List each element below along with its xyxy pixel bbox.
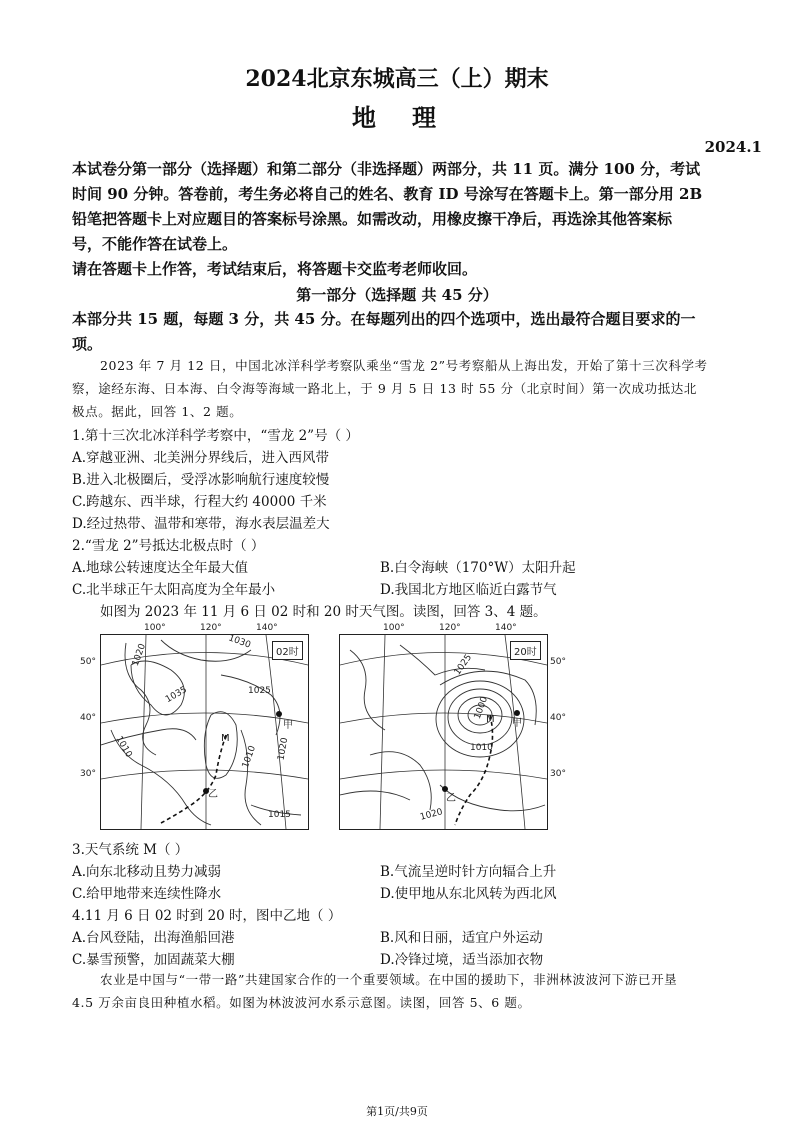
option-a: A.穿越亚洲、北美洲分界线后，进入西风带 [72, 450, 330, 466]
isobar-label: 1020 [419, 807, 444, 823]
map-time-badge: 20时 [510, 641, 541, 660]
option-d: D.我国北方地区临近白露节气 [380, 582, 557, 598]
option-c: C.跨越东、西半球，行程大约 40000 千米 [72, 494, 327, 510]
page-number: 第1页/共9页 [366, 1105, 428, 1118]
passage-line: 极点。据此，回答 1、2 题。 [72, 404, 243, 419]
option-b: B.白令海峡（170°W）太阳升起 [380, 560, 576, 576]
latitude-label: 30° [550, 769, 566, 779]
option-d: D.使甲地从东北风转为西北风 [380, 886, 557, 902]
part-heading: 第一部分（选择题 共 45 分） [296, 286, 498, 304]
isobar-label: 1020 [130, 642, 149, 668]
isobar-label: 1000 [472, 695, 491, 721]
option-c: C.北半球正午太阳高度为全年最小 [72, 582, 276, 598]
latitude-label: 50° [80, 657, 96, 667]
isobar-label: 1020 [276, 736, 291, 762]
question-stem: 4.11 月 6 日 02 时到 20 时，图中乙地（ ） [72, 908, 342, 924]
option-b: B.气流呈逆时针方向辐合上升 [380, 864, 557, 880]
isobar-label: 1015 [268, 810, 291, 820]
instruction-line: 请在答题卡上作答，考试结束后，将答题卡交监考老师收回。 [72, 260, 478, 278]
instruction-line: 时间 90 分钟。答卷前，考生务必将自己的姓名、教育 ID 号涂写在答题卡上。第一部分用 2B [72, 185, 703, 203]
latitude-label: 40° [550, 713, 566, 723]
part-description: 项。 [72, 335, 103, 353]
option-c: C.暴雪预警，加固蔬菜大棚 [72, 952, 235, 968]
system-m: M [221, 733, 230, 744]
option-c: C.给甲地带来连续性降水 [72, 886, 222, 902]
option-a: A.台风登陆，出海渔船回港 [72, 930, 235, 946]
weather-map-20h [339, 634, 548, 830]
instruction-line: 铅笔把答题卡上对应题目的答案标号涂黑。如需改动，用橡皮擦干净后，再选涂其他答案标 [72, 210, 673, 228]
option-d: D.经过热带、温带和寒带，海水表层温差大 [72, 516, 330, 532]
map-time-badge: 02时 [272, 641, 303, 660]
part-description: 本部分共 15 题，每题 3 分，共 45 分。在每题列出的四个选项中，选出最符合题目要求的一 [72, 310, 696, 328]
passage-line: 农业是中国与“一带一路”共建国家合作的一个重要领域。在中国的援助下，非洲林波波河下游已开垦 [100, 972, 678, 987]
isobar-label: 1010 [113, 734, 134, 760]
place-jia: 甲 [512, 718, 522, 729]
option-a: A.地球公转速度达全年最大值 [72, 560, 249, 576]
longitude-label: 140° [495, 623, 517, 633]
place-yi: 乙 [208, 789, 218, 800]
exam-title: 2024北京东城高三（上）期末 [245, 66, 549, 92]
question-stem: 3.天气系统 M（ ） [72, 842, 189, 858]
passage-line: 察，途经东海、日本海、白令海等海域一路北上，于 9 月 5 日 13 时 55 分（北京时间）第一次成功抵达北 [72, 381, 698, 396]
place-yi: 乙 [446, 793, 456, 804]
place-jia: 甲 [283, 720, 293, 731]
passage-line: 2023 年 7 月 12 日，中国北冰洋科学考察队乘坐“雪龙 2”号考察船从上海出发，开始了第十三次科学考 [100, 358, 708, 373]
latitude-label: 30° [80, 769, 96, 779]
exam-date: 2024.1 [704, 138, 762, 156]
latitude-label: 50° [550, 657, 566, 667]
isobar-label: 1030 [226, 633, 252, 651]
isobar-label: 1010 [470, 743, 493, 753]
option-a: A.向东北移动且势力减弱 [72, 864, 222, 880]
option-d: D.冷锋过境，适当添加衣物 [380, 952, 544, 968]
isobar-label: 1025 [248, 686, 271, 696]
isobar-label: 1025 [452, 652, 475, 678]
passage-line: 如图为 2023 年 11 月 6 日 02 时和 20 时天气图。读图，回答 3、4 题。 [100, 604, 547, 620]
subject-title: 地 理 [352, 103, 442, 132]
instruction-line: 本试卷分第一部分（选择题）和第二部分（非选择题）两部分，共 11 页。满分 100 分，考试 [72, 160, 701, 178]
longitude-label: 100° [383, 623, 405, 633]
isobar-label: 1035 [164, 684, 189, 706]
instruction-line: 号，不能作答在试卷上。 [72, 235, 238, 253]
longitude-label: 120° [439, 623, 461, 633]
system-m: M [486, 714, 495, 725]
longitude-label: 120° [200, 623, 222, 633]
question-stem: 1.第十三次北冰洋科学考察中，“雪龙 2”号（ ） [72, 428, 359, 444]
latitude-label: 40° [80, 713, 96, 723]
isobar-label: 1010 [240, 744, 259, 770]
option-b: B.风和日丽，适宜户外运动 [380, 930, 543, 946]
question-stem: 2.“雪龙 2”号抵达北极点时（ ） [72, 538, 265, 554]
longitude-label: 140° [256, 623, 278, 633]
longitude-label: 100° [144, 623, 166, 633]
option-b: B.进入北极圈后，受浮冰影响航行速度较慢 [72, 472, 330, 488]
passage-line: 4.5 万余亩良田种植水稻。如图为林波波河水系示意图。读图，回答 5、6 题。 [72, 995, 531, 1010]
